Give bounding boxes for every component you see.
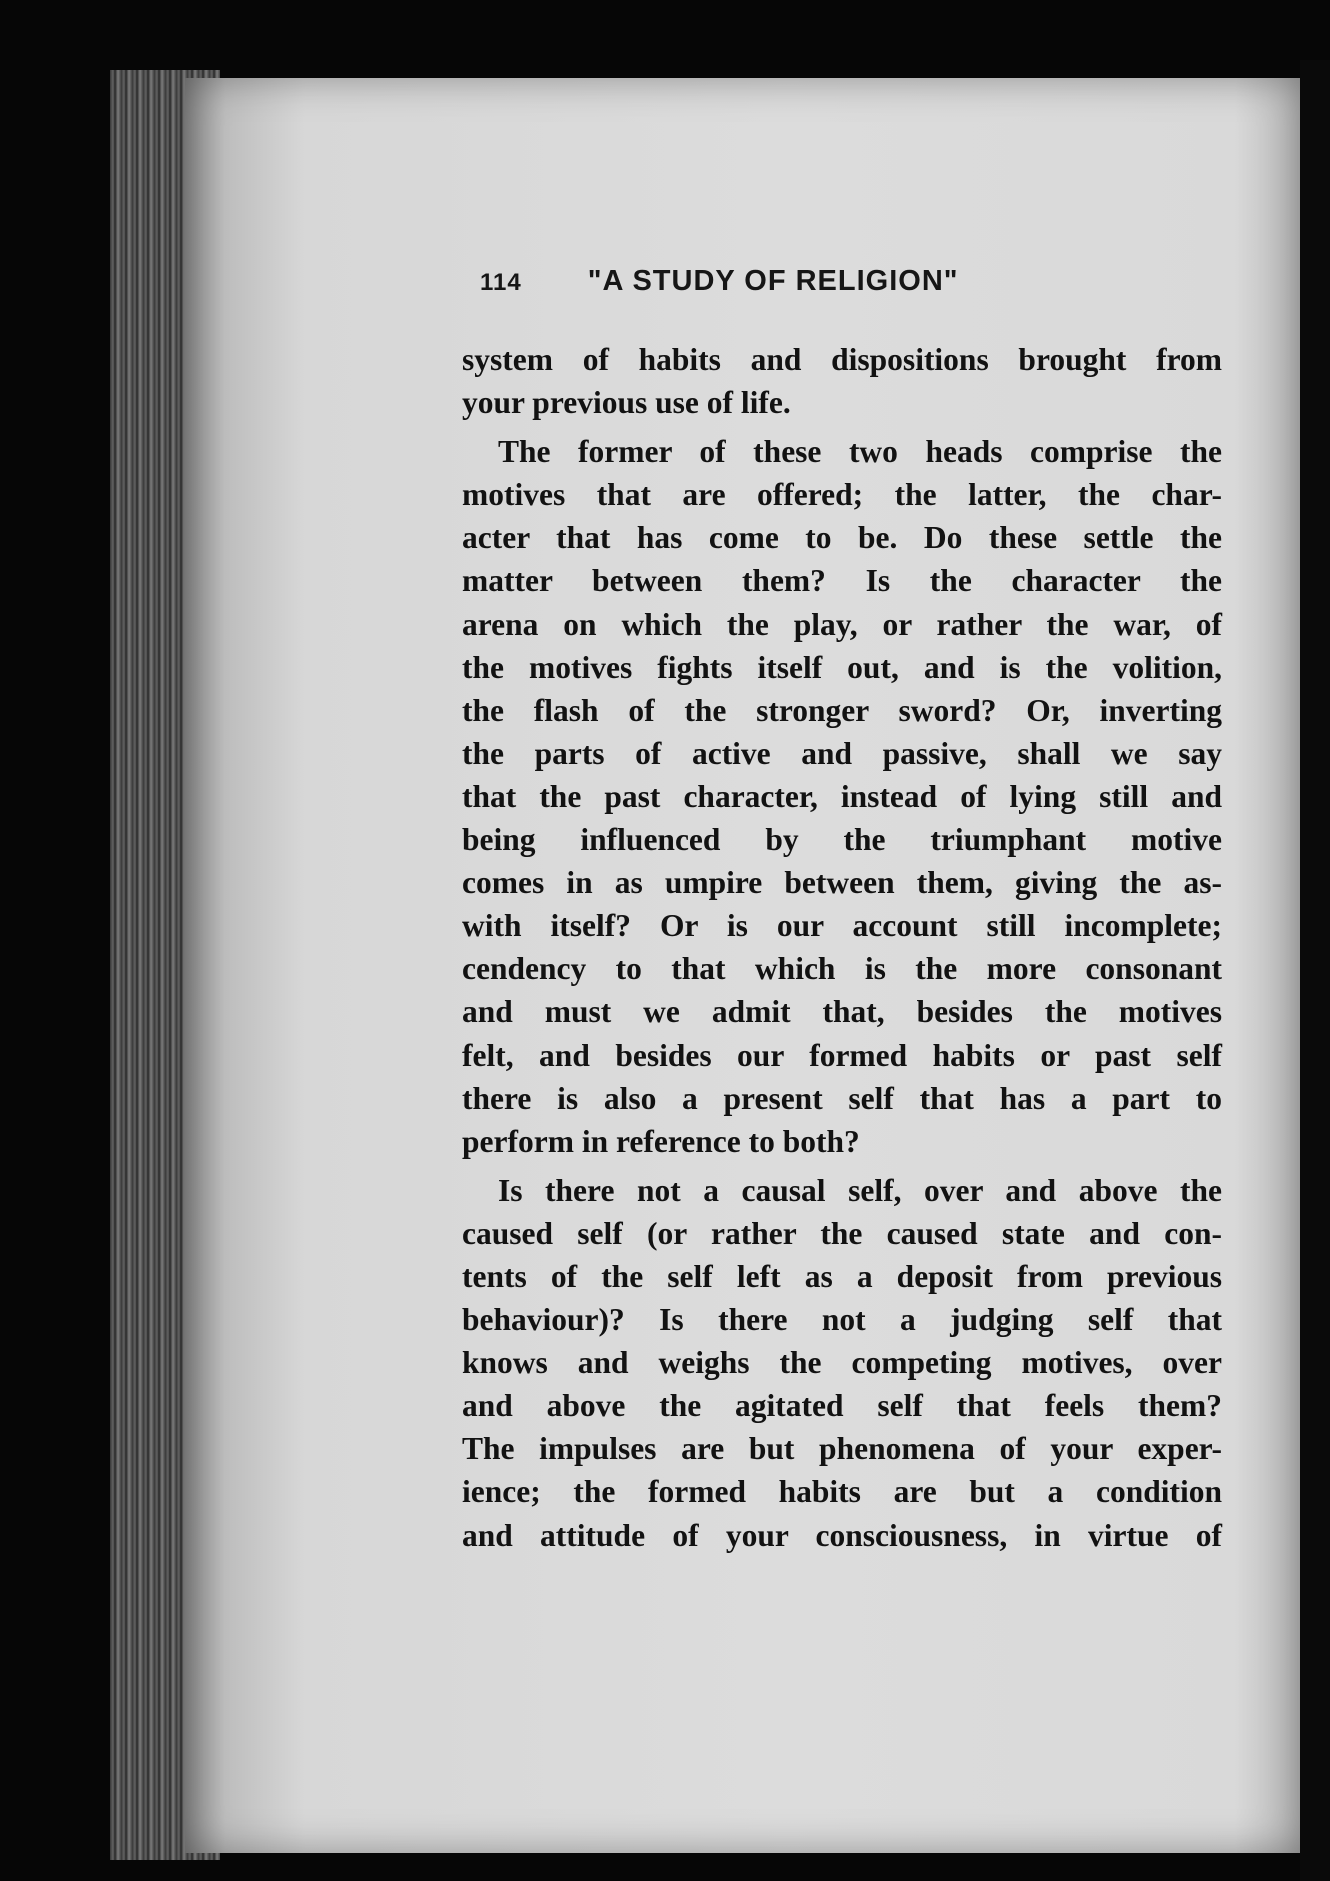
text-line: knows and weighs the competing motives, over	[462, 1345, 1222, 1381]
page-number: 114	[480, 269, 522, 296]
text-line: arena on which the play, or rather the war, of	[462, 606, 1222, 642]
right-margin-shadow	[1300, 60, 1330, 1881]
running-title: "A STUDY OF RELIGION"	[587, 265, 959, 297]
text-line: there is also a present self that has a part to	[462, 1080, 1222, 1116]
page-header	[480, 265, 1100, 298]
text-line: being influenced by the triumphant motive	[462, 822, 1222, 858]
text-line: your previous use of life.	[462, 385, 791, 421]
text-line: motives that are offered; the latter, the char-	[462, 477, 1222, 513]
text-line: acter that has come to be. Do these settle the	[462, 520, 1222, 556]
paragraph-3	[462, 1169, 1222, 1557]
text-line: that the past character, instead of lying still and	[462, 778, 1222, 814]
text-line: Is there not a causal self, over and above the	[498, 1172, 1222, 1208]
text-line: The impulses are but phenomena of your exper-	[462, 1431, 1222, 1467]
text-line: cendency to that which is the more consonant	[462, 951, 1222, 987]
text-line: and attitude of your consciousness, in virtue of	[462, 1517, 1222, 1553]
body-text	[462, 338, 1222, 1563]
text-line: tents of the self left as a deposit from previous	[462, 1258, 1222, 1294]
text-line: comes in as umpire between them, giving the as-	[462, 865, 1222, 901]
text-line: the motives fights itself out, and is the volition,	[462, 649, 1222, 685]
text-line: ience; the formed habits are but a condition	[462, 1474, 1222, 1510]
text-line: with itself? Or is our account still incomplete;	[462, 908, 1222, 944]
text-line: and must we admit that, besides the motives	[462, 994, 1222, 1030]
text-line: the parts of active and passive, shall we say	[462, 735, 1222, 771]
text-line: caused self (or rather the caused state and con-	[462, 1215, 1222, 1251]
text-line: the flash of the stronger sword? Or, inverting	[462, 692, 1222, 728]
paragraph-1	[462, 338, 1222, 424]
text-line: matter between them? Is the character the	[462, 563, 1222, 599]
text-line: and above the agitated self that feels them?	[462, 1388, 1222, 1424]
text-line: perform in reference to both?	[462, 1123, 860, 1159]
text-line: behaviour)? Is there not a judging self that	[462, 1302, 1222, 1338]
text-line: The former of these two heads comprise the	[498, 434, 1222, 470]
text-line: system of habits and dispositions brought from	[462, 342, 1222, 377]
text-line: felt, and besides our formed habits or past self	[462, 1037, 1222, 1073]
paragraph-2	[462, 430, 1222, 1163]
